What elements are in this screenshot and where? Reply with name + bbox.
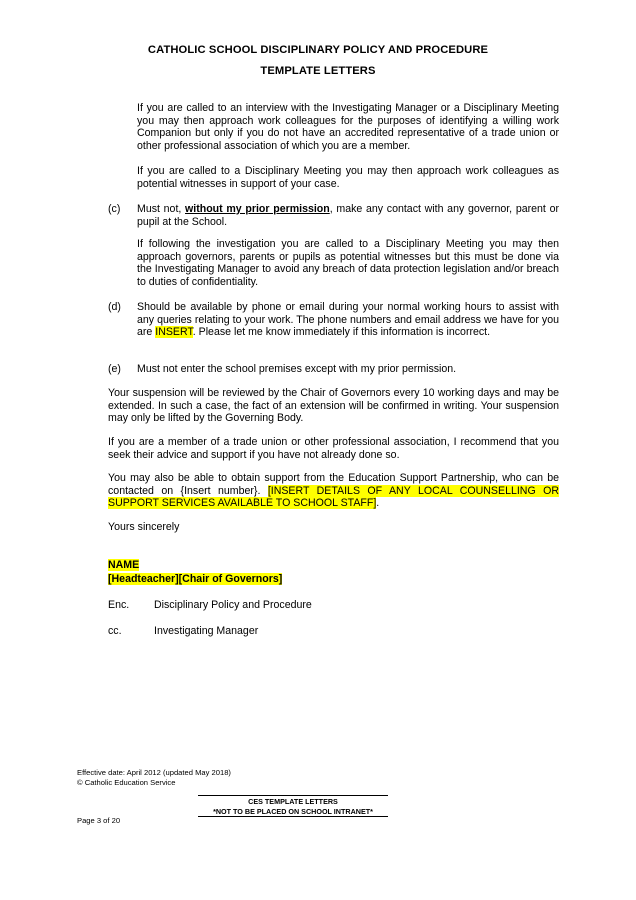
item-letter-e: (e) — [108, 363, 121, 375]
paragraph-item-c — [137, 203, 559, 228]
signature-name: NAME — [108, 559, 140, 571]
item-d-pre: Should be available by phone or email during your normal working hours to assist with any queries relating to your work. The phone numbers and email address we have for you are — [137, 301, 559, 339]
signature-role: [Headteacher][Chair of Governors] — [108, 573, 283, 585]
footer-ces-box — [198, 795, 388, 817]
paragraph-item-e: Must not enter the school premises except with my prior permission. — [137, 363, 457, 375]
item-c-emphasis: without my prior permission — [185, 203, 330, 215]
item-d-post: . Please let me know immediately if this information is incorrect. — [192, 326, 491, 339]
support-post: . — [376, 497, 380, 510]
enc-value: Disciplinary Policy and Procedure — [154, 599, 312, 611]
item-c-pre: Must not, — [137, 203, 186, 215]
insert-highlight: INSERT — [155, 326, 193, 339]
support-highlight: [INSERT DETAILS OF ANY LOCAL COUNSELLING OR SUPPORT SERVICES AVAILABLE TO SCHOOL STAFF] — [108, 484, 559, 510]
support-pre: You may also be able to obtain support from the Education Support Partnership, who can be contacted on {Insert number}. — [108, 472, 559, 497]
item-letter-c: (c) — [108, 203, 121, 215]
paragraph-review: Your suspension will be reviewed by the Chair of Governors every 10 working days and may be extended. In such a case, the fact of an extension will be confirmed in writing. Your suspension may only be lifted by the Governing Body. — [108, 387, 559, 425]
footer-ces-line1: CES TEMPLATE LETTERS — [248, 797, 338, 806]
paragraph-companion: If you are called to an interview with the Investigating Manager or a Disciplinary Meeting you may then approach work colleagues for the purposes of identifying a willing work Companion but only if you do not have an accredited representative of a trade union or other professional association of which you are a member. — [137, 102, 559, 153]
closing: Yours sincerely — [108, 521, 180, 533]
footer-effective-date: Effective date: April 2012 (updated May 2018) — [77, 768, 231, 777]
footer-ces-line2: *NOT TO BE PLACED ON SCHOOL INTRANET* — [213, 806, 373, 816]
paragraph-item-d — [137, 301, 559, 339]
footer-copyright: © Catholic Education Service — [77, 778, 176, 787]
document-title: CATHOLIC SCHOOL DISCIPLINARY POLICY AND PROCEDURE — [147, 44, 489, 56]
footer-page-number: Page 3 of 20 — [77, 816, 121, 825]
paragraph-union: If you are a member of a trade union or other professional association, I recommend that you seek their advice and support if you have not already done so. — [108, 436, 559, 461]
cc-value: Investigating Manager — [154, 625, 259, 637]
item-letter-d: (d) — [108, 301, 121, 313]
item-c-post: , make any contact with any governor, parent or pupil at the School. — [137, 203, 559, 228]
document-subtitle: TEMPLATE LETTERS — [260, 65, 376, 77]
paragraph-item-c-follow: If following the investigation you are called to a Disciplinary Meeting you may then approach governors, parents or pupils as potential witnesses but this must be done via the Investigating Manager to avoid any breach of data protection legislation and/or breach to duties of confidentiality. — [137, 238, 559, 289]
paragraph-witnesses: If you are called to a Disciplinary Meeting you may then approach work colleagues as potential witnesses in support of your case. — [137, 165, 559, 190]
enc-label: Enc. — [108, 599, 130, 611]
cc-label: cc. — [108, 625, 122, 637]
paragraph-support — [108, 472, 559, 510]
